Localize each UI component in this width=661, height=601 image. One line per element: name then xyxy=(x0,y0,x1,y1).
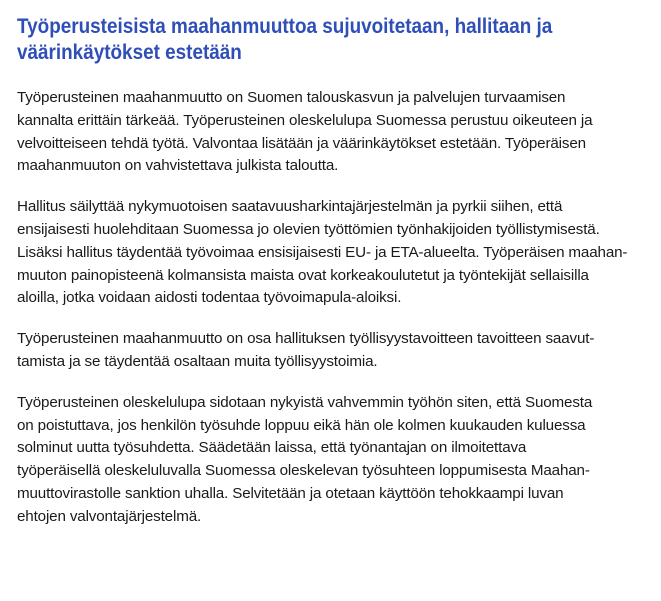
text-line: ehtojen valvontajärjestelmä. xyxy=(17,507,202,525)
text-line: on poistuttava, jos henkilön työsuhde loppuu eikä hän ole kolmen kuukauden kuluessa xyxy=(17,416,586,434)
text-line: ensijaisesti huolehditaan Suomessa jo olevien työttömien työnhakijoiden työllistymisestä. xyxy=(17,220,600,238)
text-line: työperäisellä oleskeluluvalla Suomessa oleskelevan työsuhteen loppumisesta Maahan- xyxy=(17,462,590,480)
text-line: Hallitus säilyttää nykymuotoisen saatavuusharkintajärjestelmän ja pyrkii siihen, että xyxy=(17,198,563,216)
title-line: Työperusteisista maahanmuuttoa sujuvoitetaan, hallitaan ja xyxy=(17,15,553,38)
text-line: maahanmuuton on vahvistettava julkista taloutta. xyxy=(17,157,339,175)
paragraph-4 xyxy=(17,392,647,529)
paragraph-2 xyxy=(17,196,647,310)
text-line: Työperusteinen oleskelulupa sidotaan nykyistä vahvemmin työhön siten, että Suomesta xyxy=(17,393,593,411)
text-line: muuttovirastolle sanktion uhalla. Selvitetään ja otetaan käyttöön tehokkaampi luvan xyxy=(17,484,564,502)
text-line: tamista ja se täydentää osaltaan muita työllisyystoimia. xyxy=(17,352,378,370)
text-line: aloilla, jotka voidaan aidosti todentaa työvoimapula-aloiksi. xyxy=(17,289,402,307)
text-line: Työperusteinen maahanmuutto on osa hallituksen työllisyystavoitteen tavoitteen saavut- xyxy=(17,330,595,348)
text-line: Työperusteinen maahanmuutto on Suomen talouskasvun ja palvelujen turvaamisen xyxy=(17,89,566,106)
text-line: muuton painopisteenä kolmansista maista ovat korkeakoulutetut ja työntekijät sellaisilla xyxy=(17,266,589,284)
paragraph-3 xyxy=(17,328,647,374)
text-line: kannalta erittäin tärkeää. Työperusteinen oleskelulupa Suomessa perustuu oikeuteen ja xyxy=(17,111,593,129)
text-line: velvoitteiseen tehdä työtä. Valvontaa lisätään ja väärinkäytökset estetään. Työperäisen xyxy=(17,134,586,152)
text-line: Lisäksi hallitus täydentää työvoimaa ensisijaisesti EU- ja ETA-alueelta. Työperäisen maahan- xyxy=(17,243,628,261)
text-line: solminut uutta työsuhdetta. Säädetään laissa, että työnantajan on ilmoitettava xyxy=(17,439,527,457)
title-line: väärinkäytökset estetään xyxy=(17,40,242,64)
document-title xyxy=(17,14,638,65)
paragraph-1 xyxy=(17,87,647,178)
